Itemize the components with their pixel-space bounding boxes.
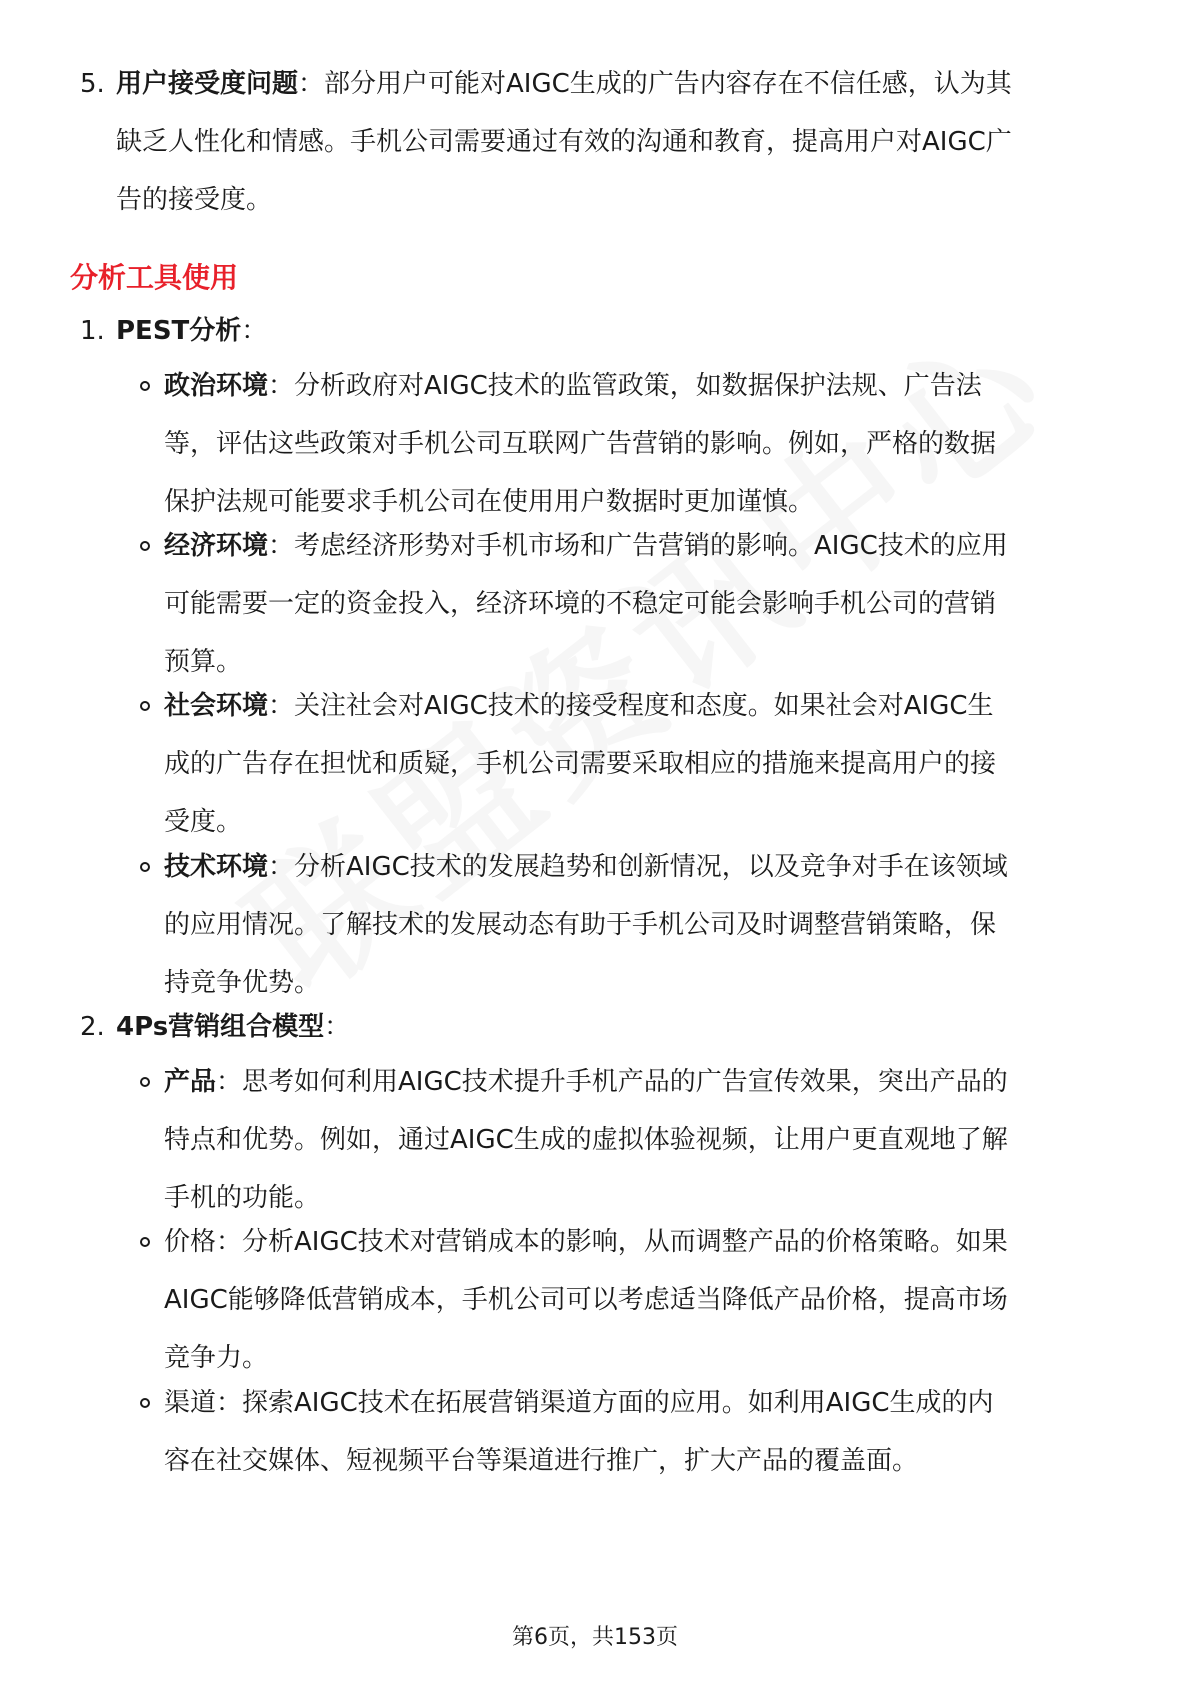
section-heading: 分析工具使用 [70,261,239,294]
bullet-icon [140,1237,150,1247]
tool-2-number: 2. [80,1012,105,1042]
top-item-number: 5. [80,69,105,99]
page-footer: 第6页，共153页 [512,1625,678,1650]
tool-1-number: 1. [80,316,105,346]
pest-social: 社会环境：关注社会对AIGC技术的接受程度和态度。如果社会对AIGC生 成的广告存在担忧和质疑，手机公司需要采取相应的措施来提高用户的接 受度。 [164,691,997,837]
top-item-term: 用户接受度问题 [116,69,299,99]
pest-political: 政治环境：分析政府对AIGC技术的监管政策，如数据保护法规、广告法 等，评估这些政策对手机公司互联网广告营销的影响。例如，严格的数据 保护法规可能要求手机公司在使用用户数据时更加谨慎。 [164,371,997,517]
bullet-icon [140,1077,150,1087]
bullet-icon [140,541,150,551]
top-item-line-1: 用户接受度问题：部分用户可能对AIGC生成的广告内容存在不信任感，认为其 [116,69,1012,99]
fourps-price: 价格：分析AIGC技术对营销成本的影响，从而调整产品的价格策略。如果 AIGC能够降低营销成本，手机公司可以考虑适当降低产品价格，提高市场 竞争力。 [164,1227,1008,1373]
bullet-icon [140,381,150,391]
pest-economic: 经济环境：考虑经济形势对手机市场和广告营销的影响。AIGC技术的应用 可能需要一定的资金投入，经济环境的不稳定可能会影响手机公司的营销 预算。 [164,531,1008,677]
top-item-line-2: 缺乏人性化和情感。手机公司需要通过有效的沟通和教育，提高用户对AIGC广 [116,127,1012,157]
tool-1-title: PEST分析： [116,316,268,346]
fourps-product: 产品：思考如何利用AIGC技术提升手机产品的广告宣传效果，突出产品的 特点和优势。例如，通过AIGC生成的虚拟体验视频，让用户更直观地了解 手机的功能。 [164,1067,1008,1213]
top-item [116,55,1012,229]
fourps-place: 渠道：探索AIGC技术在拓展营销渠道方面的应用。如利用AIGC生成的内 容在社交媒体、短视频平台等渠道进行推广，扩大产品的覆盖面。 [164,1388,994,1476]
bullet-icon [140,1398,150,1408]
tool-2-title: 4Ps营销组合模型： [116,1012,351,1042]
pest-technology: 技术环境：分析AIGC技术的发展趋势和创新情况，以及竞争对手在该领域 的应用情况。了解技术的发展动态有助于手机公司及时调整营销策略，保 持竞争优势。 [164,852,1008,998]
top-item-line-3: 告的接受度。 [116,185,273,215]
bullet-icon [140,862,150,872]
bullet-icon [140,701,150,711]
